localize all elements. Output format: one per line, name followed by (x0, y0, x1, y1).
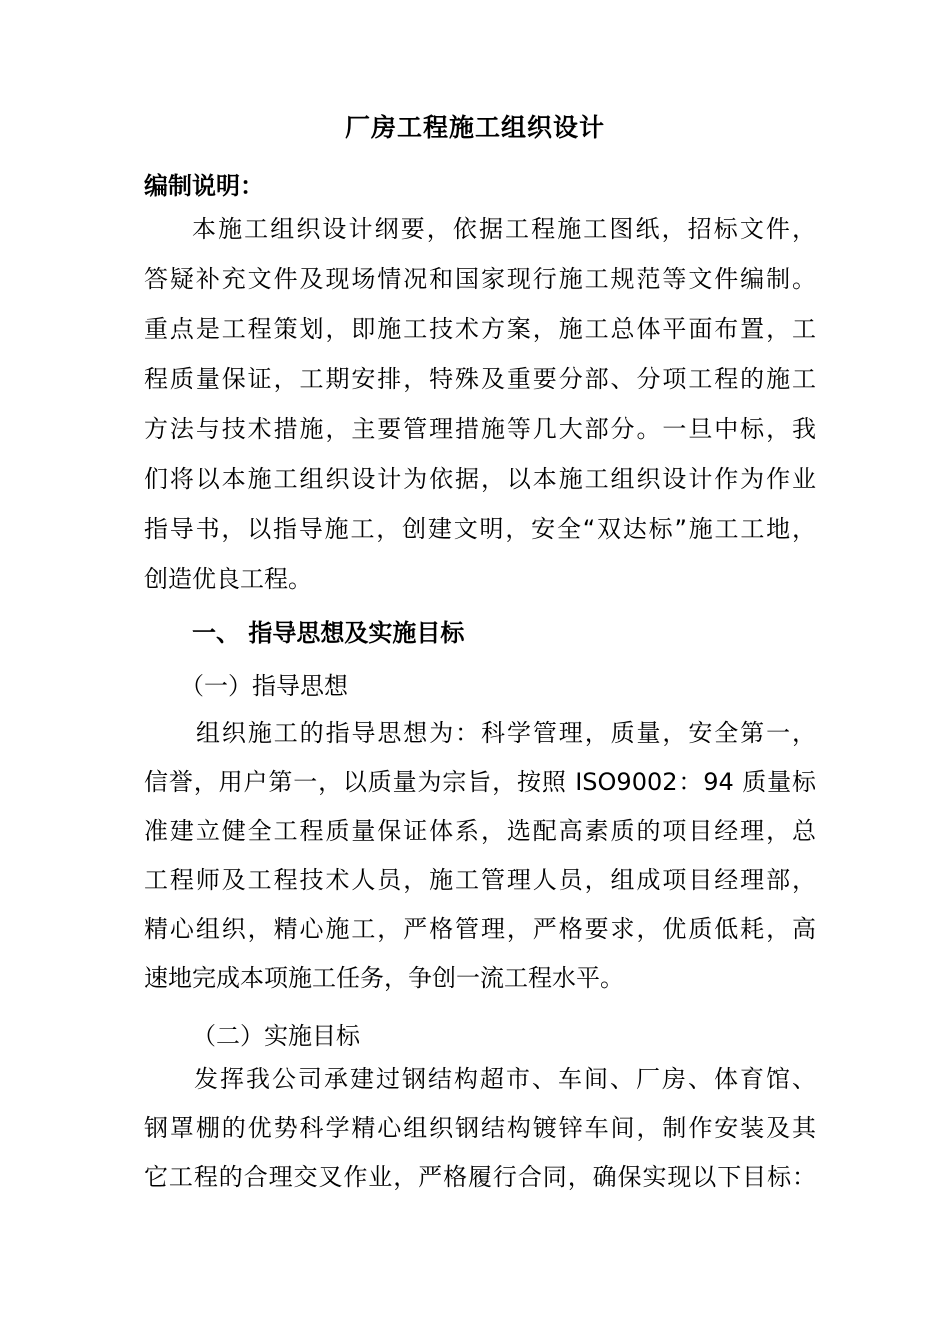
paragraph-line: 重点是工程策划，即施工技术方案，施工总体平面布置，工 (144, 315, 816, 343)
subsection-heading-guiding-thought: （一）指导思想 (180, 672, 348, 700)
paragraph-line: 创造优良工程。 (144, 565, 312, 593)
paragraph-line: 精心组织，精心施工，严格管理，严格要求，优质低耗，高 (144, 915, 816, 943)
paragraph-line: 指导书，以指导施工，创建文明，安全“双达标”施工工地， (144, 515, 816, 543)
paragraph-line: 组织施工的指导思想为：科学管理，质量，安全第一， (196, 719, 816, 747)
paragraph-line: 答疑补充文件及现场情况和国家现行施工规范等文件编制。 (144, 265, 816, 293)
goals-paragraph (144, 1055, 816, 1202)
paragraph-line: 工程师及工程技术人员，施工管理人员，组成项目经理部， (144, 866, 816, 894)
paragraph-line: 们将以本施工组织设计为依据，以本施工组织设计作为作业 (144, 465, 816, 493)
paragraph-line: 准建立健全工程质量保证体系，选配高素质的项目经理，总 (144, 817, 816, 845)
paragraph-line: 程质量保证，工期安排，特殊及重要分部、分项工程的施工 (144, 365, 816, 393)
intro-paragraph (144, 204, 816, 604)
document-title: 厂房工程施工组织设计 (344, 113, 605, 142)
guiding-thought-paragraph (144, 709, 816, 1003)
paragraph-line: 它工程的合理交叉作业，严格履行合同，确保实现以下目标： (144, 1163, 816, 1191)
section-heading: 一、 指导思想及实施目标 (192, 619, 465, 647)
paragraph-line: 钢罩棚的优势科学精心组织钢结构镀锌车间，制作安装及其 (144, 1114, 816, 1142)
compile-note-heading: 编制说明： (144, 172, 264, 200)
subsection-heading-goals: （二）实施目标 (192, 1022, 360, 1050)
paragraph-line: 速地完成本项施工任务，争创一流工程水平。 (144, 964, 624, 992)
paragraph-line: 本施工组织设计纲要，依据工程施工图纸，招标文件， (192, 215, 816, 243)
paragraph-line: 方法与技术措施，主要管理措施等几大部分。一旦中标，我 (144, 415, 816, 443)
paragraph-line: 信誉，用户第一，以质量为宗旨，按照 ISO9002：94 质量标 (144, 768, 816, 796)
paragraph-line: 发挥我公司承建过钢结构超市、车间、厂房、体育馆、 (194, 1065, 816, 1093)
